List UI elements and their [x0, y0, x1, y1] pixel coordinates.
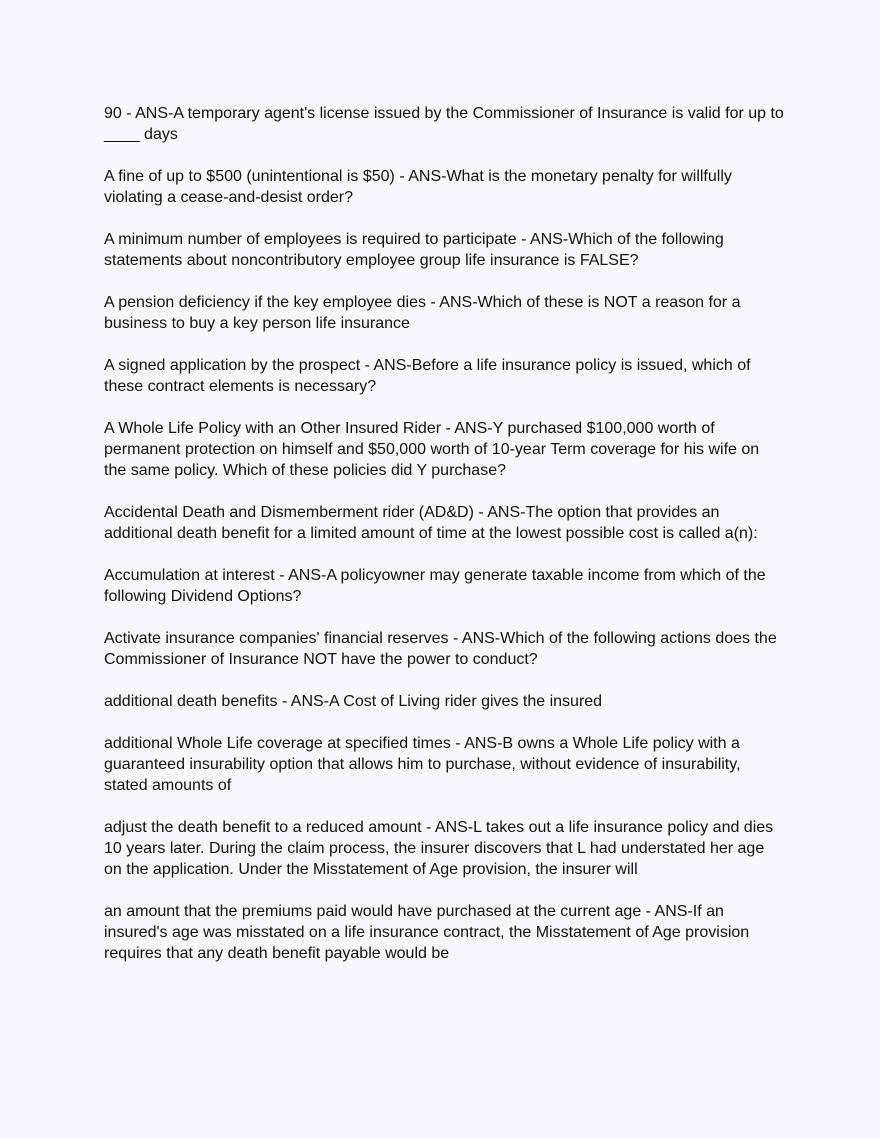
qa-entry: A minimum number of employees is required to participate - ANS-Which of the following statements about noncontributory employee group life insurance is FALSE?: [104, 231, 724, 269]
qa-entry: Accidental Death and Dismemberment rider (AD&D) - ANS-The option that provides an additional death benefit for a limited amount of time at the lowest possible cost is called a(n):: [104, 504, 758, 542]
qa-entry: Activate insurance companies' financial reserves - ANS-Which of the following actions does the Commissioner of Insurance NOT have the power to conduct?: [104, 630, 777, 668]
qa-entry: A Whole Life Policy with an Other Insured Rider - ANS-Y purchased $100,000 worth of permanent protection on himself and $50,000 worth of 10-year Term coverage for his wife on the same policy. Which of these policies did Y purchase?: [104, 420, 760, 479]
qa-entry: 90 - ANS-A temporary agent's license issued by the Commissioner of Insurance is valid for up to ____ days: [104, 105, 784, 143]
qa-entry: adjust the death benefit to a reduced amount - ANS-L takes out a life insurance policy and dies 10 years later. During the claim process, the insurer discovers that L had understated her age on the application. Under the Misstatement of Age provision, the insurer will: [104, 819, 774, 878]
qa-entry: A signed application by the prospect - ANS-Before a life insurance policy is issued, which of these contract elements is necessary?: [104, 357, 751, 395]
qa-entry: additional Whole Life coverage at specified times - ANS-B owns a Whole Life policy with a guaranteed insurability option that allows him to purchase, without evidence of insurability, stated amounts of: [104, 735, 741, 794]
qa-entry: A fine of up to $500 (unintentional is $50) - ANS-What is the monetary penalty for willfully violating a cease-and-desist order?: [104, 168, 732, 206]
qa-entry: an amount that the premiums paid would have purchased at the current age - ANS-If an insured's age was misstated on a life insurance contract, the Misstatement of Age provision requires that any death benefit payable would be: [104, 903, 750, 962]
qa-entry: Accumulation at interest - ANS-A policyowner may generate taxable income from which of the following Dividend Options?: [104, 567, 766, 605]
qa-entry: additional death benefits - ANS-A Cost of Living rider gives the insured: [104, 693, 603, 710]
qa-entry: A pension deficiency if the key employee dies - ANS-Which of these is NOT a reason for a business to buy a key person life insurance: [104, 294, 741, 332]
document-content: [104, 103, 784, 985]
